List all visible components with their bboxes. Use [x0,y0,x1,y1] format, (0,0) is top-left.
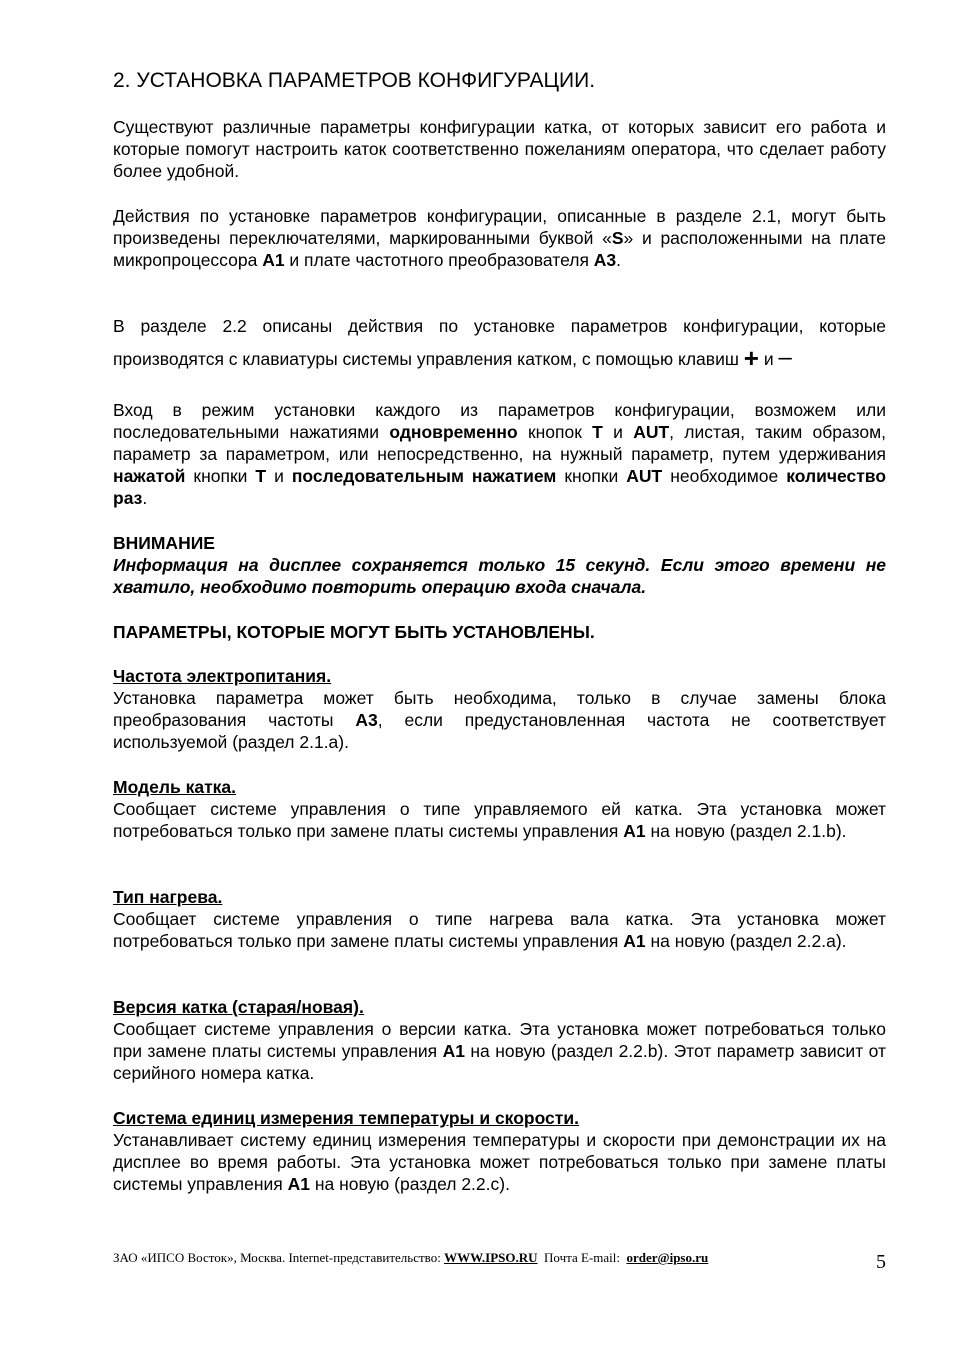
switches-paragraph: Действия по установке параметров конфигурации, описанные в разделе 2.1, могут быть произведены переключателями, маркированными буквой «S» и расположенными на плате микропроцессора A1 и плате частотного преобразователя A3. [113,206,886,270]
freq-text: Установка параметра может быть необходима, только в случае замены блока преобразования частоты A3, если предустановленная частота не соответствует используемой (раздел 2.1.a). [113,688,886,752]
attention-text: Информация на дисплее сохраняется только 15 секунд. Если этого времени не хватило, необходимо повторить операцию входа сначала. [113,555,886,597]
intro-paragraph: Существуют различные параметры конфигурации катка, от которых зависит его работа и которые помогут настроить каток соответственно пожеланиям оператора, что сделает работу более удобной. [113,117,886,181]
page-number: 5 [876,1251,886,1273]
units-text: Устанавливает систему единиц измерения температуры и скорости при демонстрации их на дисплее во время работы. Эта установка может потребоваться только при замене платы системы управления A1 на новую (раздел 2.2.c). [113,1130,886,1194]
version-text: Сообщает системе управления о версии катка. Эта установка может потребоваться только при замене платы системы управления A1 на новую (раздел 2.2.b). Этот параметр зависит от серийного номера катка. [113,1019,886,1083]
entry-mode-paragraph: Вход в режим установки каждого из параметров конфигурации, возможем или последовательными нажатиями одновременно кнопок T и AUT, листая, таким образом, параметр за параметром, или непосредственно, на нужный параметр, путем удерживания нажатой кнопки T и последовательным нажатием кнопки AUT необходимое количество раз. [113,400,887,508]
minus-key-icon: – [778,344,792,371]
footer-mail-label: Почта E-mail: [537,1250,627,1265]
heat-heading: Тип нагрева. [113,887,223,907]
heat-text: Сообщает системе управления о типе нагрева вала катка. Эта установка может потребоваться только при замене платы системы управления A1 на новую (раздел 2.2.a). [113,909,886,951]
version-heading: Версия катка (старая/новая). [113,997,364,1017]
attention-heading: ВНИМАНИЕ [113,533,215,553]
model-heading: Модель катка. [113,777,237,797]
model-text: Сообщает системе управления о типе управляемого ей катка. Эта установка может потребоваться только при замене платы системы управления A1 на новую (раздел 2.1.b). [113,799,886,841]
website-link[interactable]: WWW.IPSO.RU [444,1250,538,1265]
keyboard-paragraph-line2: производятся с клавиатуры системы управления катком, с помощью клавиш + и – [113,343,792,373]
freq-heading: Частота электропитания. [113,666,332,686]
page-footer [113,1250,708,1266]
parameters-heading: ПАРАМЕТРЫ, КОТОРЫЕ МОГУТ БЫТЬ УСТАНОВЛЕНЫ. [113,622,595,642]
email-link[interactable]: order@ipso.ru [626,1250,709,1265]
footer-company: ЗАО «ИПСО Восток», Москва. Internet-представительство: [113,1250,445,1265]
plus-key-icon: + [743,343,759,373]
section-title: 2. УСТАНОВКА ПАРАМЕТРОВ КОНФИГУРАЦИИ. [113,69,596,92]
keyboard-paragraph-line1: В разделе 2.2 описаны действия по установке параметров конфигурации, которые [113,316,886,336]
units-heading: Система единиц измерения температуры и скорости. [113,1108,579,1128]
